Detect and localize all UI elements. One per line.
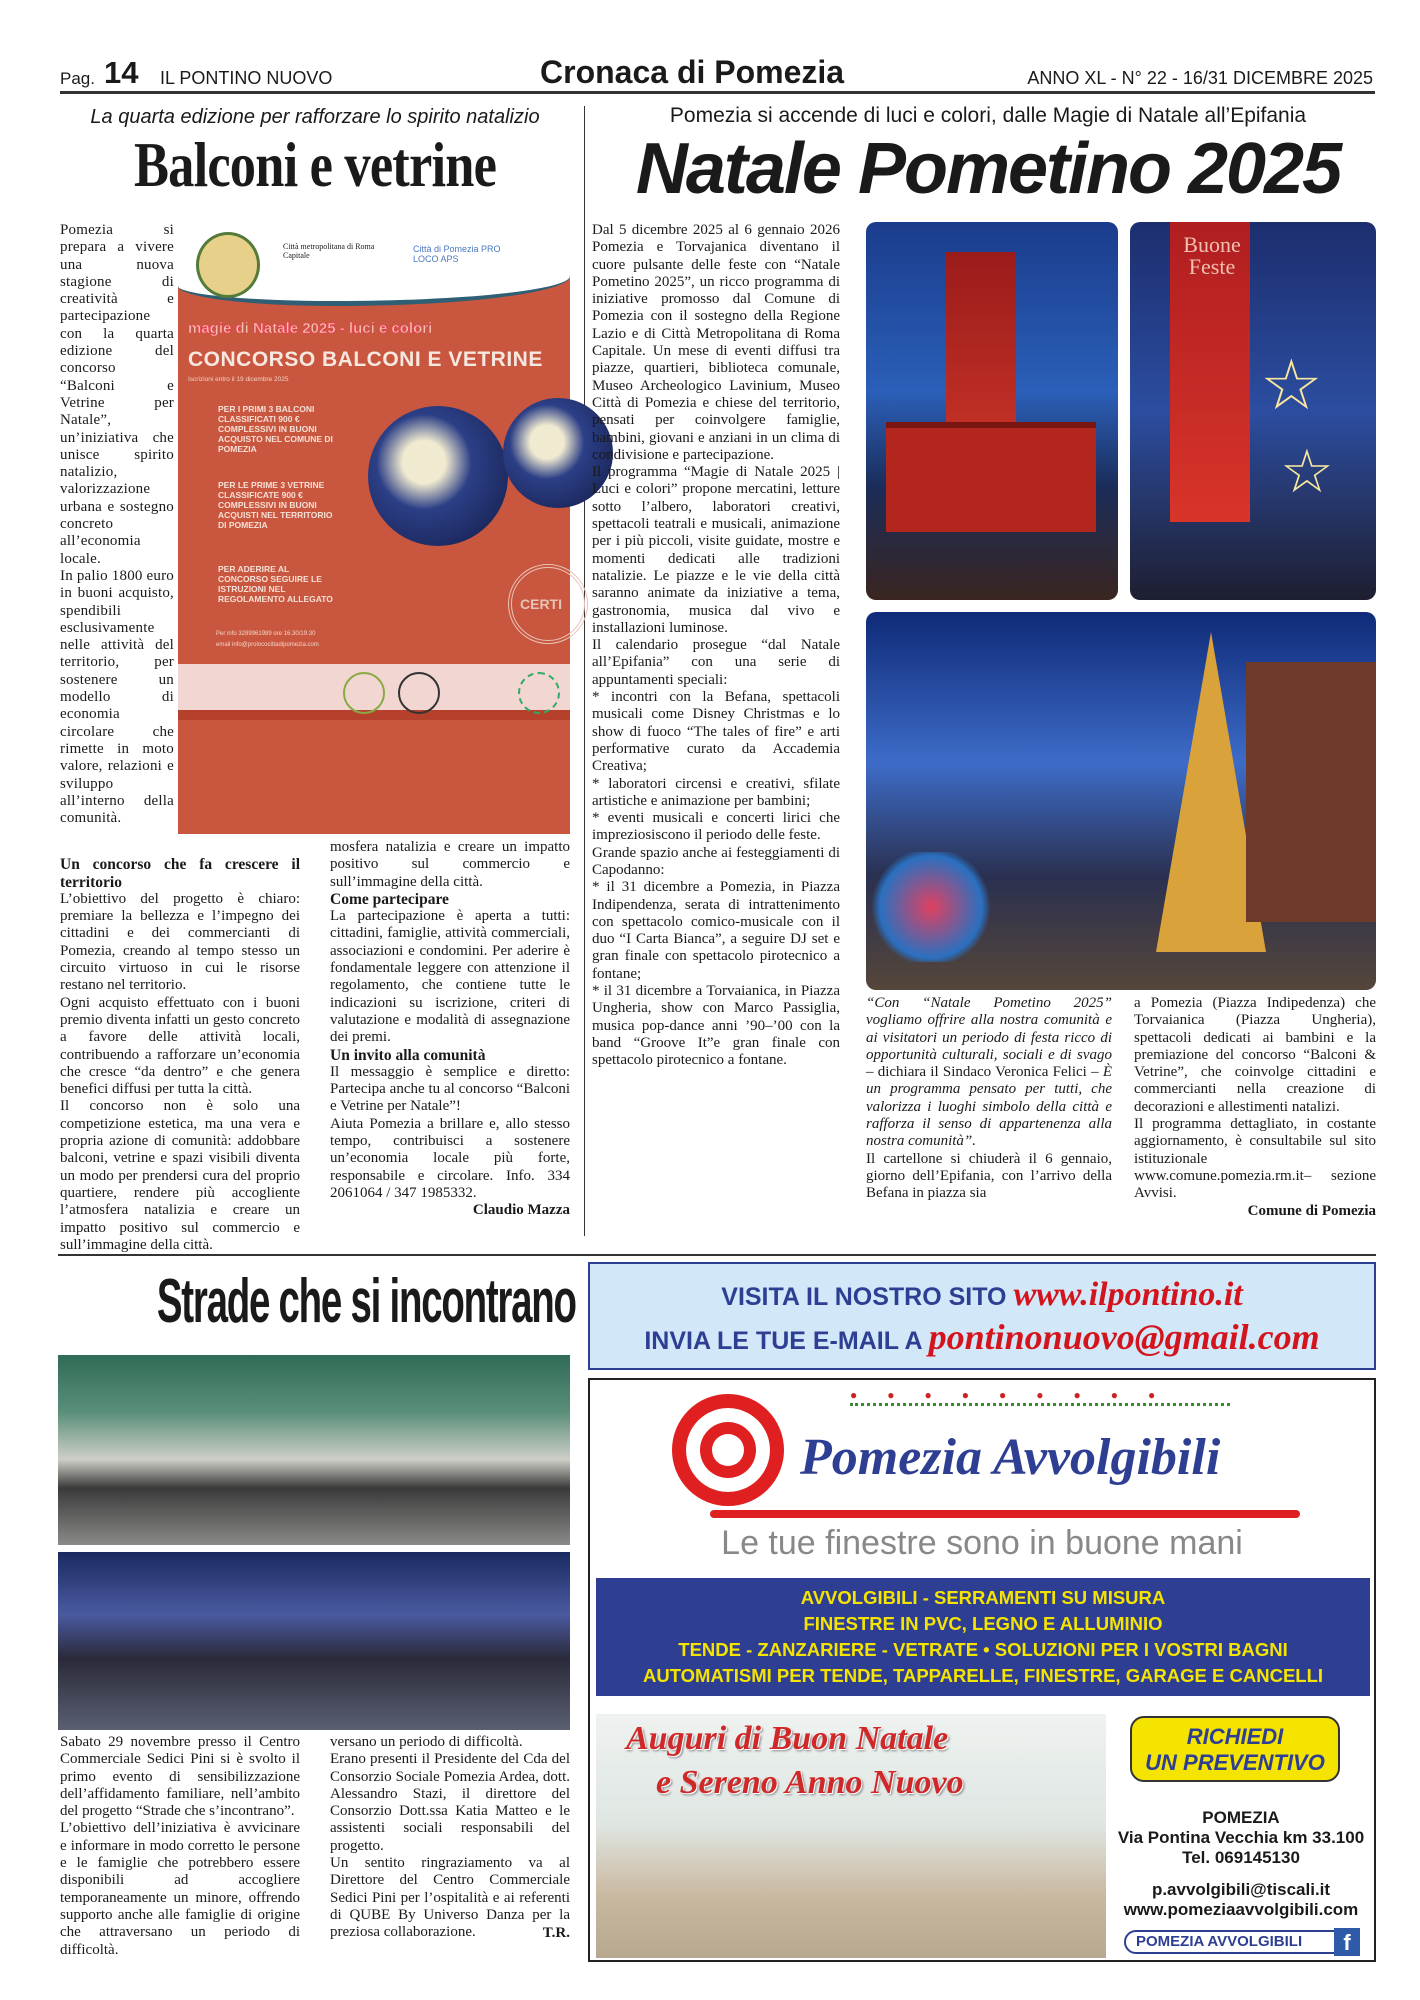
ad-phone: Tel. 069145130	[1182, 1848, 1300, 1867]
list-item: * il 31 dicembre a Torvaianica, in Piazza Ungheria, show con Marco Passiglia, musica pop-dance anni ’90–’00 con la band “Groove It”e gran finale con spettacolo pirotecnico a fontane.	[592, 983, 840, 1069]
paper-name: IL PONTINO NUOVO	[160, 68, 333, 88]
mayor-quote: “Con “Natale Pometino 2025” vogliamo offrire alla nostra comunità e ai visitatori un periodo di festa ricco di opportunità culturali, sociali e di svago	[866, 995, 1112, 1063]
mayor-quote: È un programma pensato per tutti, che valorizza i luoghi simbolo della città e rafforza il senso di appartenenza alla nostra comunità”.	[866, 1064, 1112, 1150]
paragraph: La partecipazione è aperta a tutti: cittadini, famiglie, attività commerciali, associazioni e condomini. Per aderire è fondamentale leggere con attenzione il regolamento, che contiene tutte le indicazioni su iscrizione, criteri di valutazione e modalità di assegnazione dei premi.	[330, 908, 570, 1046]
paragraph: Dal 5 dicembre 2025 al 6 gennaio 2026 Pomezia e Torvajanica diventano il cuore pulsante delle feste con “Natale Pometino 2025”, un ricco programma di iniziative promosso dal Comune di Pomezia con il sostegno della Regione Lazio e di Città Metropolitana di Roma Capitale. Un mese di eventi diffusi tra piazze, quartieri, biblioteca comunale, Museo Archeologico Lavinium, Museo Città di Pomezia e chiese del territorio, pensati per coinvolgere famiglie, bambini, giovani e anziani in un clima di condivisione e partecipazione.	[592, 222, 840, 463]
facebook-page-link[interactable]	[1124, 1930, 1360, 1954]
author-byline: Claudio Mazza	[472, 1202, 570, 1219]
article2-col3	[1134, 995, 1376, 1220]
issue-info: ANNO XL - N° 22 - 16/31 DICEMBRE 2025	[1027, 68, 1373, 88]
ad-website[interactable]: www.pomeziaavvolgibili.com	[1123, 1900, 1359, 1919]
photo-dance-event-2	[58, 1552, 570, 1730]
paragraph: Un sentito ringraziamento va al Direttore del Centro Commerciale Sedici Pini per l’ospitalità e ai referenti di QUBE By Universo Danza per la preziosa collaborazione.	[330, 1855, 570, 1941]
website-link[interactable]: www.ilpontino.it	[1013, 1276, 1243, 1313]
paragraph: Il calendario prosegue “dal Natale all’Epifania” con una serie di appuntamenti speciali:	[592, 637, 840, 688]
paragraph: Erano presenti il Presidente del Cda del Consorzio Sociale Pomezia Ardea, dott. Alessandro Stazi, il direttore del Consorzio Dott.ssa Katia Matteo e le assistenti sociali responsabili del progetto.	[330, 1751, 570, 1854]
poster-item: PER I PRIMI 3 BALCONI CLASSIFICATI 900 € COMPLESSIVI IN BUONI ACQUISTO NEL COMUNE DI POMEZIA	[218, 404, 333, 454]
page-number: 14	[104, 55, 139, 90]
service-line: FINESTRE IN PVC, LEGNO E ALLUMINIO	[803, 1613, 1163, 1634]
article3-title: Strade che si incontrano	[156, 1267, 576, 1336]
article3-col1	[60, 1734, 300, 1958]
sponsor-logos-strip	[178, 664, 570, 720]
paragraph: Grande spazio anche ai festeggiamenti di Capodanno:	[592, 844, 840, 878]
paragraph: Il cartellone si chiuderà il 6 gennaio, giorno dell’Epifania, con l’arrivo della Befana in piazza sia	[866, 1150, 1112, 1202]
article3-col2: versano un periodo di difficoltà. Erano presenti il Presidente del Cda del Consorzio Sociale Pomezia Ardea, dott. Alessandro Stazi, il direttore del Consorzio Dott.ssa Katia Matteo e le assistenti sociali responsabili del progetto. Un sentito ringraziamento va al Direttore del Centro Commerciale Sedici Pini per l’ospitalità e ai referenti di QUBE By Universo Danza per la preziosa collaborazione. T.R.	[330, 1734, 570, 1941]
author-byline: Comune di Pomezia	[1247, 1202, 1376, 1219]
paragraph: Aiuta Pomezia a brillare e, allo stesso tempo, contribuisci a sostenere un’economia locale più forte, responsabile e circolare. Info. 334 2061064 / 347 1985332.	[330, 1115, 570, 1201]
photo-dance-event-1	[58, 1355, 570, 1545]
article1-col1	[60, 839, 300, 1253]
advertisement	[588, 1378, 1376, 1962]
article2-kicker: Pomezia si accende di luci e colori, dalle Magie di Natale all’Epifania	[669, 104, 1307, 127]
cta-line: UN PREVENTIVO	[1145, 1750, 1325, 1775]
star-lights-icon: ☆	[1260, 348, 1323, 425]
photo-sign-text: Buone Feste	[1183, 232, 1241, 279]
paragraph: Ogni acquisto effettuato con i buoni premio diventa infatti un gesto concreto a favore delle attività locali, contribuendo a rafforzare un’economia che cresce “da dentro” e che genera benefici diffusi per tutta la città.	[60, 994, 300, 1098]
article2-col2	[866, 995, 1112, 1203]
ad-address: Via Pontina Vecchia km 33.100	[1117, 1828, 1365, 1847]
cta-line: RICHIEDI	[1186, 1724, 1284, 1749]
request-quote-button[interactable]	[1130, 1716, 1340, 1782]
article1-intro	[60, 222, 174, 827]
photo-tower-stars	[1130, 222, 1376, 600]
article1-kicker: La quarta edizione per rafforzare lo spirito natalizio	[90, 106, 540, 128]
list-item: * laboratori circensi e creativi, sfilate artistiche e animazione per bambini;	[592, 775, 840, 809]
ad-city: POMEZIA	[1202, 1808, 1280, 1827]
contest-poster	[178, 226, 570, 834]
logo-citta-metropolitana: Città metropolitana di Roma Capitale	[283, 242, 375, 260]
paragraph: Il programma dettagliato, in costante aggiornamento, è consultabile sul sito istituzionale www.comune.pomezia.rm.it– sezione Avvisi.	[1134, 1116, 1376, 1202]
service-line: TENDE - ZANZARIERE - VETRATE • SOLUZIONI PER I VOSTRI BAGNI	[678, 1639, 1288, 1660]
paragraph: Il concorso non è solo una competizione estetica, ma una vera e propria azione di comunità: addobbare balconi, vetrine e spazi visibili diventa un modo per prendersi cura del proprio quartiere, rendere più accogliente l’atmosfera natalizia e creare un impatto positivo sul commercio e sull’immagine della città.	[60, 1098, 300, 1253]
paragraph: Pomezia si prepara a vivere una nuova stagione di creatività e partecipazione con la quarta edizione del concorso “Balconi e Vetrine per Natale”, un’iniziativa che unisce spirito natalizio, valorizzazione urbana e sostegno concreto all’economia locale.	[60, 222, 174, 567]
subheading: Un invito alla comunità	[330, 1046, 486, 1064]
ad-email[interactable]: p.avvolgibili@tiscali.it	[1151, 1880, 1331, 1899]
ad-services-box	[596, 1578, 1370, 1696]
photo-christmas-tree	[866, 612, 1376, 990]
subheading: Un concorso che fa crescere il territorio	[60, 856, 300, 891]
page-label: Pag.	[60, 69, 95, 88]
paragraph: In palio 1800 euro in buoni acquisto, spendibili esclusivamente nelle attività del territorio, per sostenere un modello di economia circolare che rimette in moto valore, relazioni e sviluppo all’interno della comunità.	[60, 567, 174, 827]
section-title: Cronaca di Pomezia	[540, 54, 845, 90]
list-item: * il 31 dicembre a Pomezia, in Piazza Indipendenza, serata di intrattenimento con spettacolo comico-musicale con il duo “I Carta Bianca”, a seguire DJ set e gran finale con spettacolo pirotecnico a fontane;	[592, 879, 840, 982]
paragraph: L’obiettivo del progetto è chiaro: premiare la bellezza e l’impegno dei cittadini e dei commercianti di Pomezia, creando al tempo stesso un circuito virtuoso in cui le risorse restano nel territorio.	[60, 890, 300, 994]
service-line: AUTOMATISMI PER TENDE, TAPPARELLE, FINESTRE, GARAGE E CANCELLI	[642, 1665, 1324, 1686]
ad-greeting: e Sereno Anno Nuovo	[656, 1764, 964, 1801]
ad-brand-name: Pomezia Avvolgibili	[800, 1429, 1221, 1486]
poster-title: CONCORSO BALCONI E VETRINE	[188, 348, 543, 371]
poster-info: Per info 3289961989 ore 16.30/19.30	[216, 631, 316, 637]
column-divider	[584, 106, 585, 1236]
paragraph: Sabato 29 novembre presso il Centro Commerciale Sedici Pini si è svolto il primo evento di sensibilizzazione dell’affidamento familiare, nell’ambito del progetto “Strade che s’incontrano”.	[60, 1734, 300, 1820]
photo-tower-night	[866, 222, 1118, 600]
ad-livingroom-photo	[596, 1714, 1106, 1958]
poster-email: email info@prolococittadipomezia.com	[216, 642, 319, 648]
paragraph: a Pomezia (Piazza Indipedenza) che Torvaianica (Piazza Ungheria), spettacoli dedicati ai bambini e la premiazione del concorso “Balconi & Vetrine”, che coinvolge cittadini e commercianti nella creazione di decorazioni e allestimenti natalizi.	[1134, 995, 1376, 1115]
poster-tagline: magie di Natale 2025 - luci e colori	[188, 320, 433, 337]
quote-attribution: – dichiara il Sindaco Veronica Felici –	[866, 1064, 1103, 1081]
logo-proloco: Città di Pomezia PRO LOCO APS	[413, 244, 501, 264]
masthead	[60, 56, 1375, 94]
facebook-icon: f	[1334, 1928, 1360, 1956]
banner-visit-label: VISITA IL NOSTRO SITO	[721, 1283, 1007, 1311]
list-item: * incontri con la Befana, spettacoli musicali come Disney Christmas e lo show di fuoco “The tales of fire” e arti performative curato da Accademia Creativa;	[592, 689, 840, 775]
section-separator	[58, 1254, 1376, 1256]
service-line: AVVOLGIBILI - SERRAMENTI SU MISURA	[800, 1587, 1166, 1608]
poster-deadline: Iscrizioni entro il 19 dicembre 2025	[188, 376, 289, 383]
garland-icon: ●●●●●●●●●	[850, 1388, 1230, 1406]
city-crest-icon	[196, 232, 260, 298]
article2-title: Natale Pometino 2025	[635, 129, 1341, 209]
paragraph: Il programma “Magie di Natale 2025 | Luci e colori” propone mercatini, letture sotto l’albero, laboratori creativi, spettacoli teatrali e musicali, animazione per i più piccoli, visite guidate, mostre e momenti dedicati alle tradizioni natalizie. Le piazze e le vie della città saranno animate da iniziative a tema, gastronomia, musica dal vivo e installazioni luminose.	[592, 464, 840, 636]
facebook-label: POMEZIA AVVOLGIBILI	[1136, 1933, 1303, 1950]
ornament-ball-icon	[368, 406, 508, 546]
article2-col1	[592, 222, 840, 1242]
author-byline: T.R.	[542, 1924, 570, 1941]
banner-email-label: INVIA LE TUE E-MAIL A	[644, 1327, 922, 1355]
poster-item: PER ADERIRE AL CONCORSO SEGUIRE LE ISTRUZIONI NEL REGOLAMENTO ALLEGATO	[218, 564, 333, 604]
article1-title: Balconi e vetrine	[133, 129, 497, 200]
site-banner	[588, 1262, 1376, 1370]
certified-stamp: CERTI	[508, 564, 588, 644]
ad-greeting: Auguri di Buon Natale	[626, 1720, 949, 1757]
poster-item: PER LE PRIME 3 VETRINE CLASSIFICATE 900 € COMPLESSIVI IN BUONI ACQUISTI NEL TERRITORIO DI POMEZIA	[218, 480, 333, 530]
ad-slogan: Le tue finestre sono in buone mani	[721, 1524, 1243, 1562]
paragraph: Il messaggio è semplice e diretto: Partecipa anche tu al concorso “Balconi e Vetrine per Natale”!	[330, 1063, 570, 1115]
swirl-logo-icon	[672, 1394, 784, 1506]
subheading: Come partecipare	[330, 890, 449, 908]
paragraph: L’obiettivo dell’iniziativa è avvicinare e informare in modo corretto le persone e le famiglie che potrebbero essere disponibili ad accogliere temporaneamente un minore, offrendo supporto anche alle famiglie di origine che attraversano un periodo di difficoltà.	[60, 1820, 300, 1958]
email-link[interactable]: pontinonuovo@gmail.com	[928, 1317, 1320, 1357]
article1-col2: mosfera natalizia e creare un impatto positivo sul commercio e sull’immagine della città. Come partecipare La partecipazione è aperta a tutti: cittadini, famiglie, attività commerciali, associazioni e condomini. Per aderire è fondamentale leggere con attenzione il regolamento, che contiene tutte le indicazioni su iscrizione, criteri di valutazione e modalità di assegnazione dei premi. Un invito alla comunità Il messaggio è semplice e diretto: Partecipa anche tu al concorso “Balconi e Vetrine per Natale”! Aiuta Pomezia a brillare e, allo stesso tempo, contribuisci a sostenere un’economia locale più forte, responsabile e circolare. Info. 334 2061064 / 347 1985332. Claudio Mazza	[330, 839, 570, 1219]
list-item: * eventi musicali e concerti lirici che impreziosiscono il periodo delle feste.	[592, 810, 840, 844]
star-lights-icon: ☆	[1280, 439, 1334, 505]
